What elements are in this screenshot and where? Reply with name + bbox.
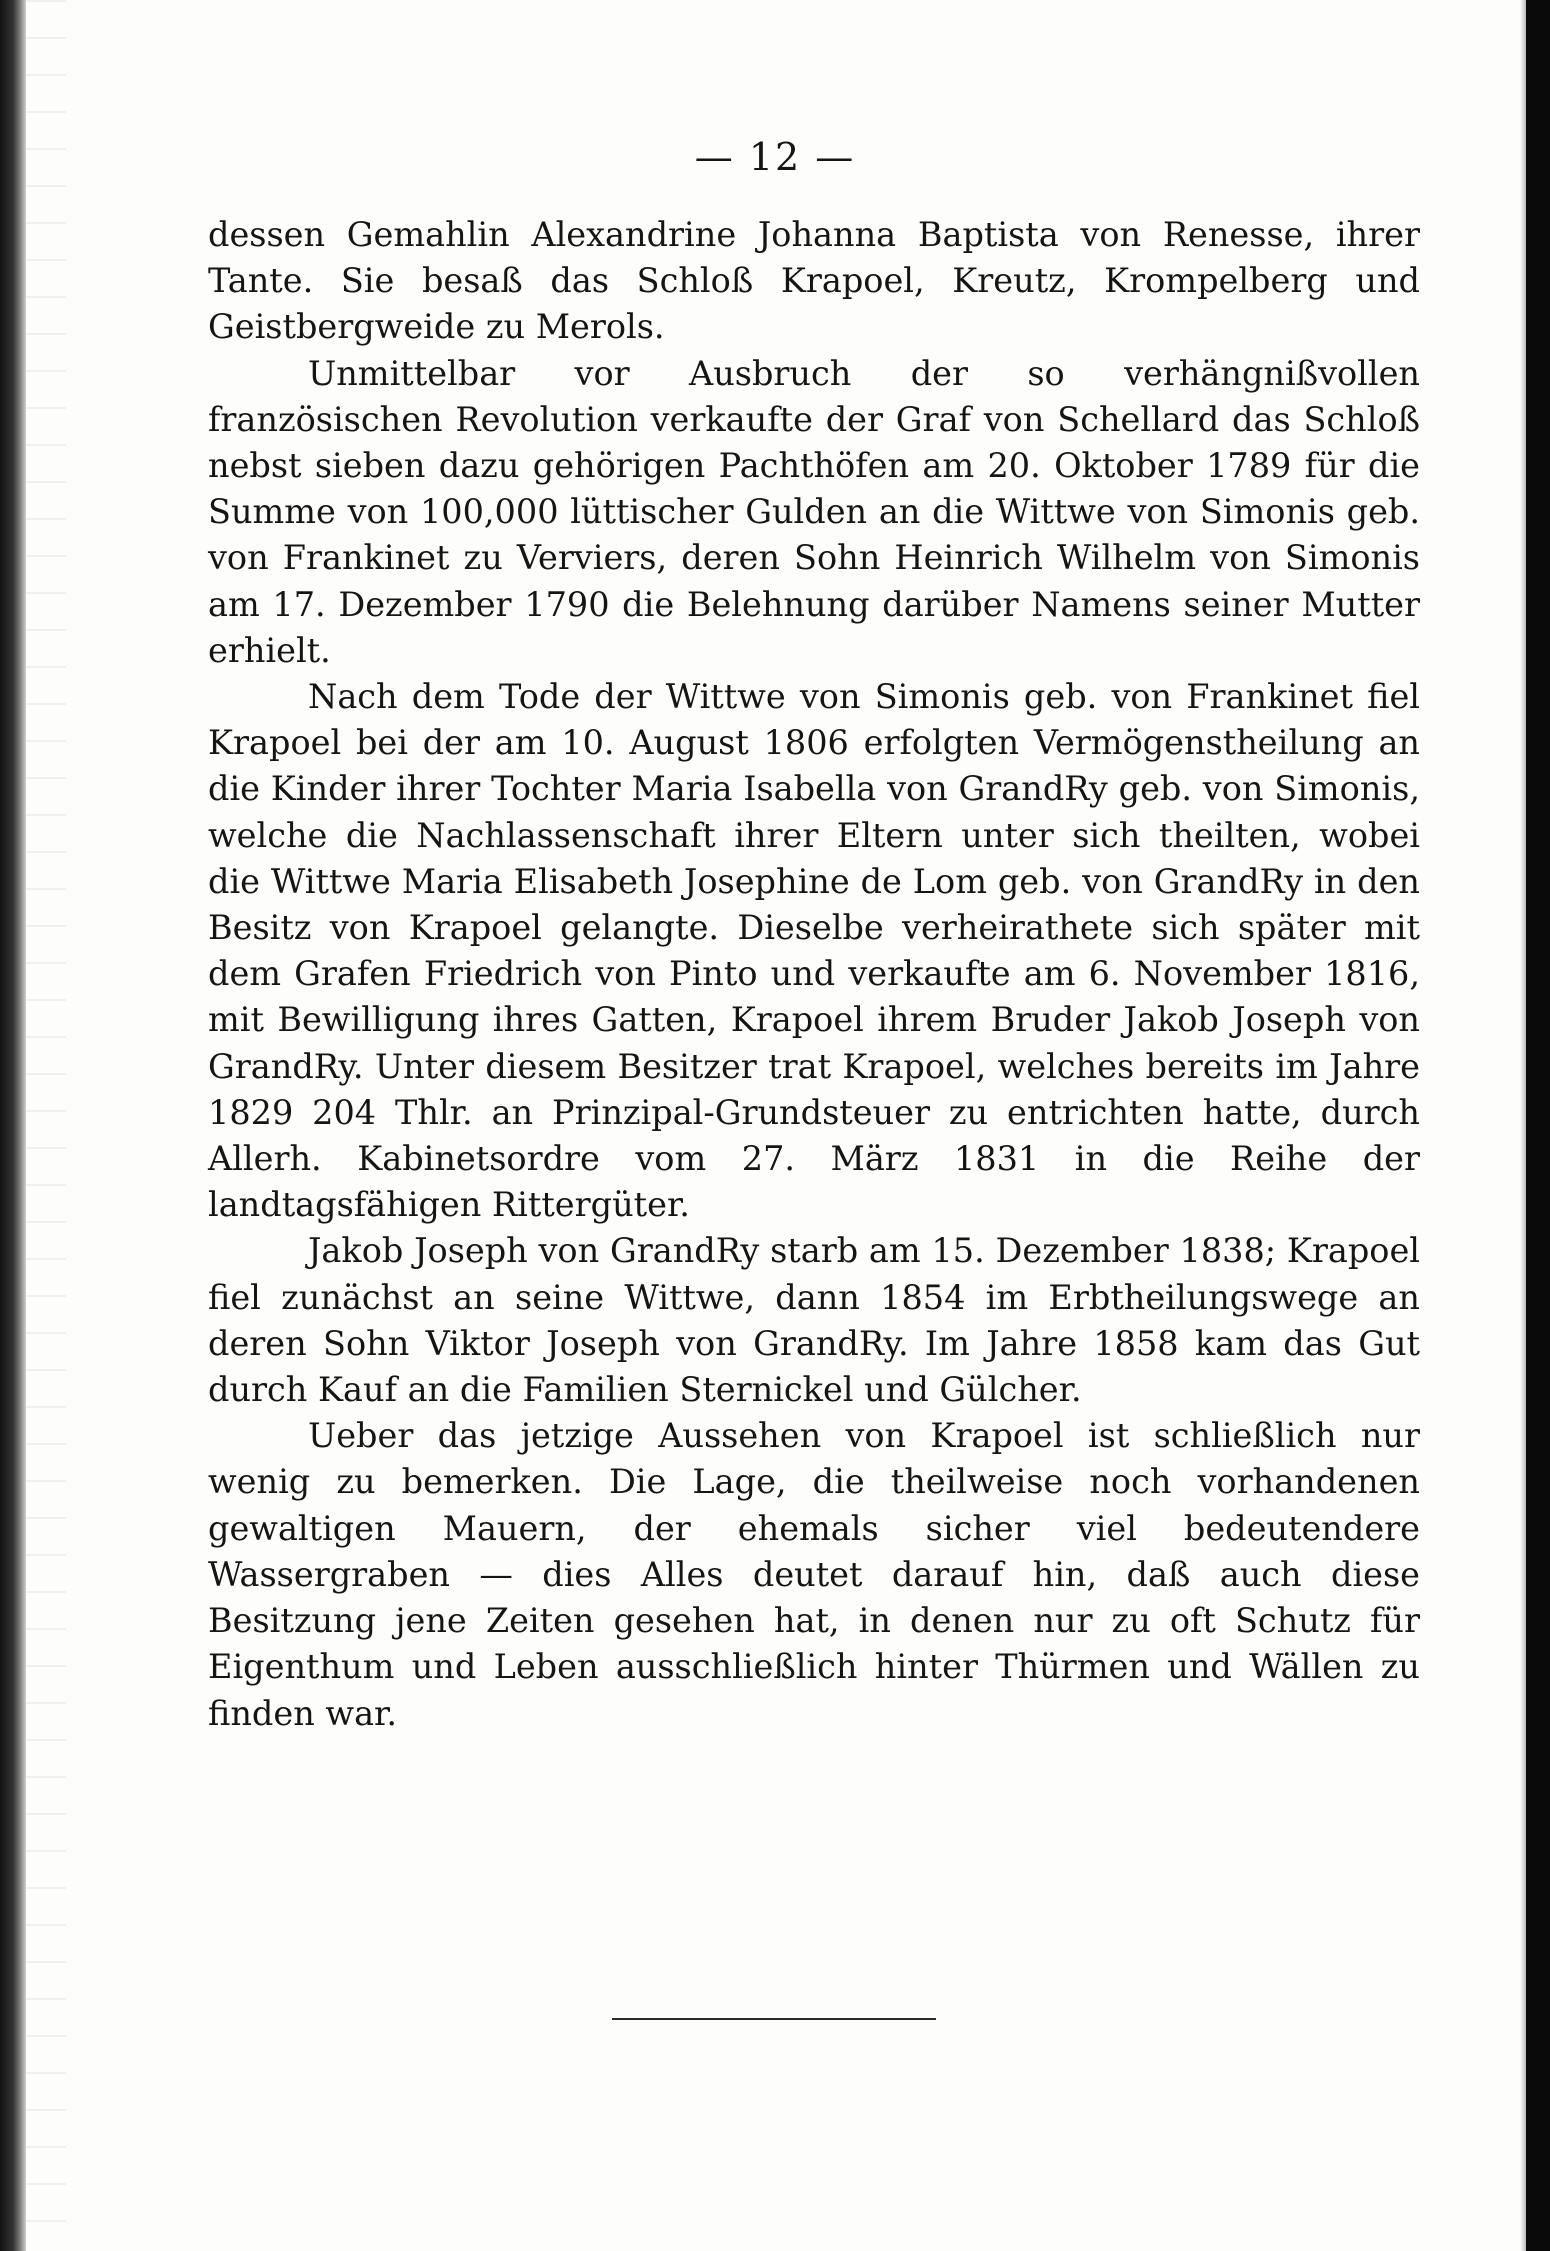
paragraph: Ueber das jetzige Aussehen von Krapoel ist schließlich nur wenig zu bemerken. Die Lage, die theilweise noch vorhandenen gewaltigen Mauern, der ehemals sicher viel bedeutendere Wassergraben — dies Alles deutet darauf hin, daß auch diese Besitzung jene Zeiten gesehen hat, in denen nur zu oft Schutz für Eigenthum und Leben ausschließlich hinter Thürmen und Wällen zu finden war. (208, 1416, 1420, 1733)
scan-noise-left (26, 0, 66, 2251)
paragraph-continued: dessen Gemahlin Alexandrine Johanna Baptista von Renesse, ihrer Tante. Sie besaß das Schloß Krapoel, Kreutz, Krompelberg und Geistbergweide zu Merols. (208, 215, 1420, 347)
closing-rule (612, 2018, 936, 2020)
paragraph: Jakob Joseph von GrandRy starb am 15. Dezember 1838; Krapoel fiel zunächst an seine Wittwe, dann 1854 im Erbtheilungswege an deren Sohn Viktor Joseph von GrandRy. Im Jahre 1858 kam das Gut durch Kauf an die Familien Sternickel und Gülcher. (208, 1231, 1420, 1410)
body-text (208, 212, 1420, 1737)
paragraph: Nach dem Tode der Wittwe von Simonis geb. von Frankinet fiel Krapoel bei der am 10. August 1806 erfolgten Vermögenstheilung an die Kinder ihrer Tochter Maria Isabella von GrandRy geb. von Simonis, welche die Nachlassenschaft ihrer Eltern unter sich theilten, wobei die Wittwe Maria Elisabeth Josephine de Lom geb. von GrandRy in den Besitz von Krapoel gelangte. Dieselbe verheirathete sich später mit dem Grafen Friedrich von Pinto und verkaufte am 6. November 1816, mit Bewilligung ihres Gatten, Krapoel ihrem Bruder Jakob Joseph von GrandRy. Unter diesem Besitzer trat Krapoel, welches bereits im Jahre 1829 204 Thlr. an Prinzipal-Grundsteuer zu entrichten hatte, durch Allerh. Kabinetsordre vom 27. März 1831 in die Reihe der landtagsfähigen Rittergüter. (208, 677, 1420, 1225)
page-number: — 12 — (694, 135, 856, 179)
book-binding-left-edge (0, 0, 26, 2251)
paragraph: Unmittelbar vor Ausbruch der so verhängnißvollen französischen Revolution verkaufte der Graf von Schellard das Schloß nebst sieben dazu gehörigen Pachthöfen am 20. Oktober 1789 für die Summe von 100,000 lüttischer Gulden an die Wittwe von Simonis geb. von Frankinet zu Verviers, deren Sohn Heinrich Wilhelm von Simonis am 17. Dezember 1790 die Belehnung darüber Namens seiner Mutter erhielt. (208, 353, 1420, 670)
book-binding-right-edge (1526, 0, 1550, 2251)
